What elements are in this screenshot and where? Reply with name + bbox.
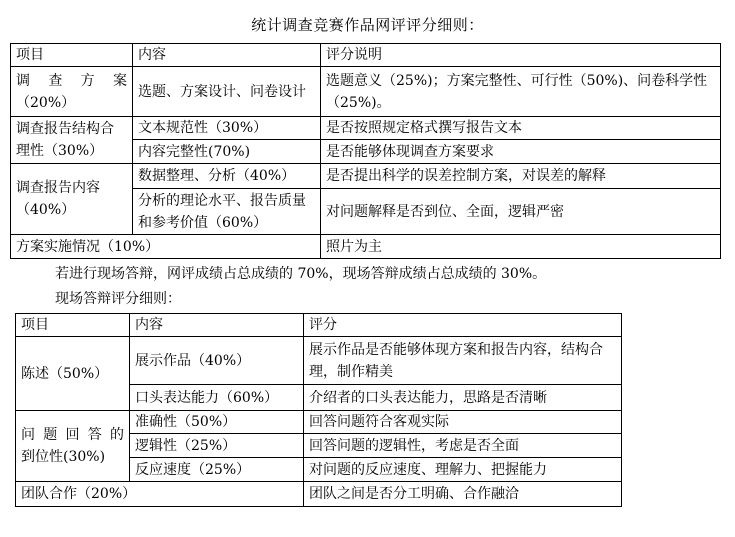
item-text: 调 查 方 案 bbox=[16, 72, 127, 89]
content-cell: 准确性（50%） bbox=[130, 411, 304, 434]
table-row bbox=[11, 67, 721, 117]
header-cell: 项目 bbox=[11, 44, 133, 67]
table-row bbox=[16, 337, 622, 385]
page-title: 统计调查竞赛作品网评评分细则： bbox=[251, 16, 484, 34]
desc-cell: 是否提出科学的误差控制方案，对误差的解释 bbox=[321, 164, 721, 189]
content-cell: 逻辑性（25%） bbox=[130, 434, 304, 458]
item-text: 问 题 回 答 的 bbox=[21, 427, 124, 443]
header-cell: 内容 bbox=[133, 44, 321, 67]
header-cell: 内容 bbox=[130, 314, 304, 337]
defense-scoring-table bbox=[15, 313, 622, 507]
desc-cell: 团队之间是否分工明确、合作融洽 bbox=[304, 482, 622, 507]
content-cell: 分析的理论水平、报告质量和参考价值（60%） bbox=[133, 189, 321, 235]
desc-cell: 是否能够体现调查方案要求 bbox=[321, 140, 721, 164]
desc-cell: 是否按照规定格式撰写报告文本 bbox=[321, 117, 721, 140]
item-cell: 调查报告内容（40%） bbox=[11, 164, 133, 235]
desc-cell: 介绍者的口头表达能力，思路是否清晰 bbox=[304, 385, 622, 411]
content-cell: 展示作品（40%） bbox=[130, 337, 304, 385]
header-cell: 评分说明 bbox=[321, 44, 721, 67]
desc-cell: 回答问题符合客观实际 bbox=[304, 411, 622, 434]
item-text: 到位性(30%) bbox=[21, 449, 106, 465]
header-cell: 评分 bbox=[304, 314, 622, 337]
item-cell: 团队合作（20%） bbox=[16, 482, 304, 507]
content-cell: 数据整理、分析（40%） bbox=[133, 164, 321, 189]
item-cell bbox=[11, 67, 133, 117]
online-scoring-table bbox=[10, 43, 721, 259]
table-row bbox=[11, 235, 721, 259]
desc-cell: 对问题解释是否到位、全面，逻辑严密 bbox=[321, 189, 721, 235]
desc-cell: 对问题的反应速度、理解力、把握能力 bbox=[304, 458, 622, 482]
defense-section-title: 现场答辩评分细则： bbox=[55, 291, 181, 307]
desc-cell: 回答问题的逻辑性，考虑是否全面 bbox=[304, 434, 622, 458]
item-cell: 陈述（50%） bbox=[16, 337, 130, 411]
item-cell bbox=[16, 411, 130, 482]
table-header-row bbox=[11, 44, 721, 67]
table-header-row bbox=[16, 314, 622, 337]
table-row bbox=[11, 117, 721, 140]
desc-cell: 选题意义（25%)；方案完整性、可行性（50%)、问卷科学性（25%)。 bbox=[321, 67, 721, 117]
weight-note: 若进行现场答辩，网评成绩占总成绩的 70%，现场答辩成绩占总成绩的 30%。 bbox=[55, 266, 547, 282]
item-cell: 调查报告结构合理性（30%） bbox=[11, 117, 133, 164]
table-row bbox=[16, 411, 622, 434]
desc-cell: 照片为主 bbox=[321, 235, 721, 259]
content-cell: 文本规范性（30%） bbox=[133, 117, 321, 140]
item-text: （20%） bbox=[16, 94, 76, 111]
item-cell: 方案实施情况（10%） bbox=[11, 235, 321, 259]
content-cell: 选题、方案设计、问卷设计 bbox=[133, 67, 321, 117]
content-cell: 内容完整性(70%) bbox=[133, 140, 321, 164]
table-row bbox=[16, 482, 622, 507]
header-cell: 项目 bbox=[16, 314, 130, 337]
content-cell: 口头表达能力（60%） bbox=[130, 385, 304, 411]
desc-cell: 展示作品是否能够体现方案和报告内容，结构合理，制作精美 bbox=[304, 337, 622, 385]
table-row bbox=[11, 164, 721, 189]
content-cell: 反应速度（25%） bbox=[130, 458, 304, 482]
